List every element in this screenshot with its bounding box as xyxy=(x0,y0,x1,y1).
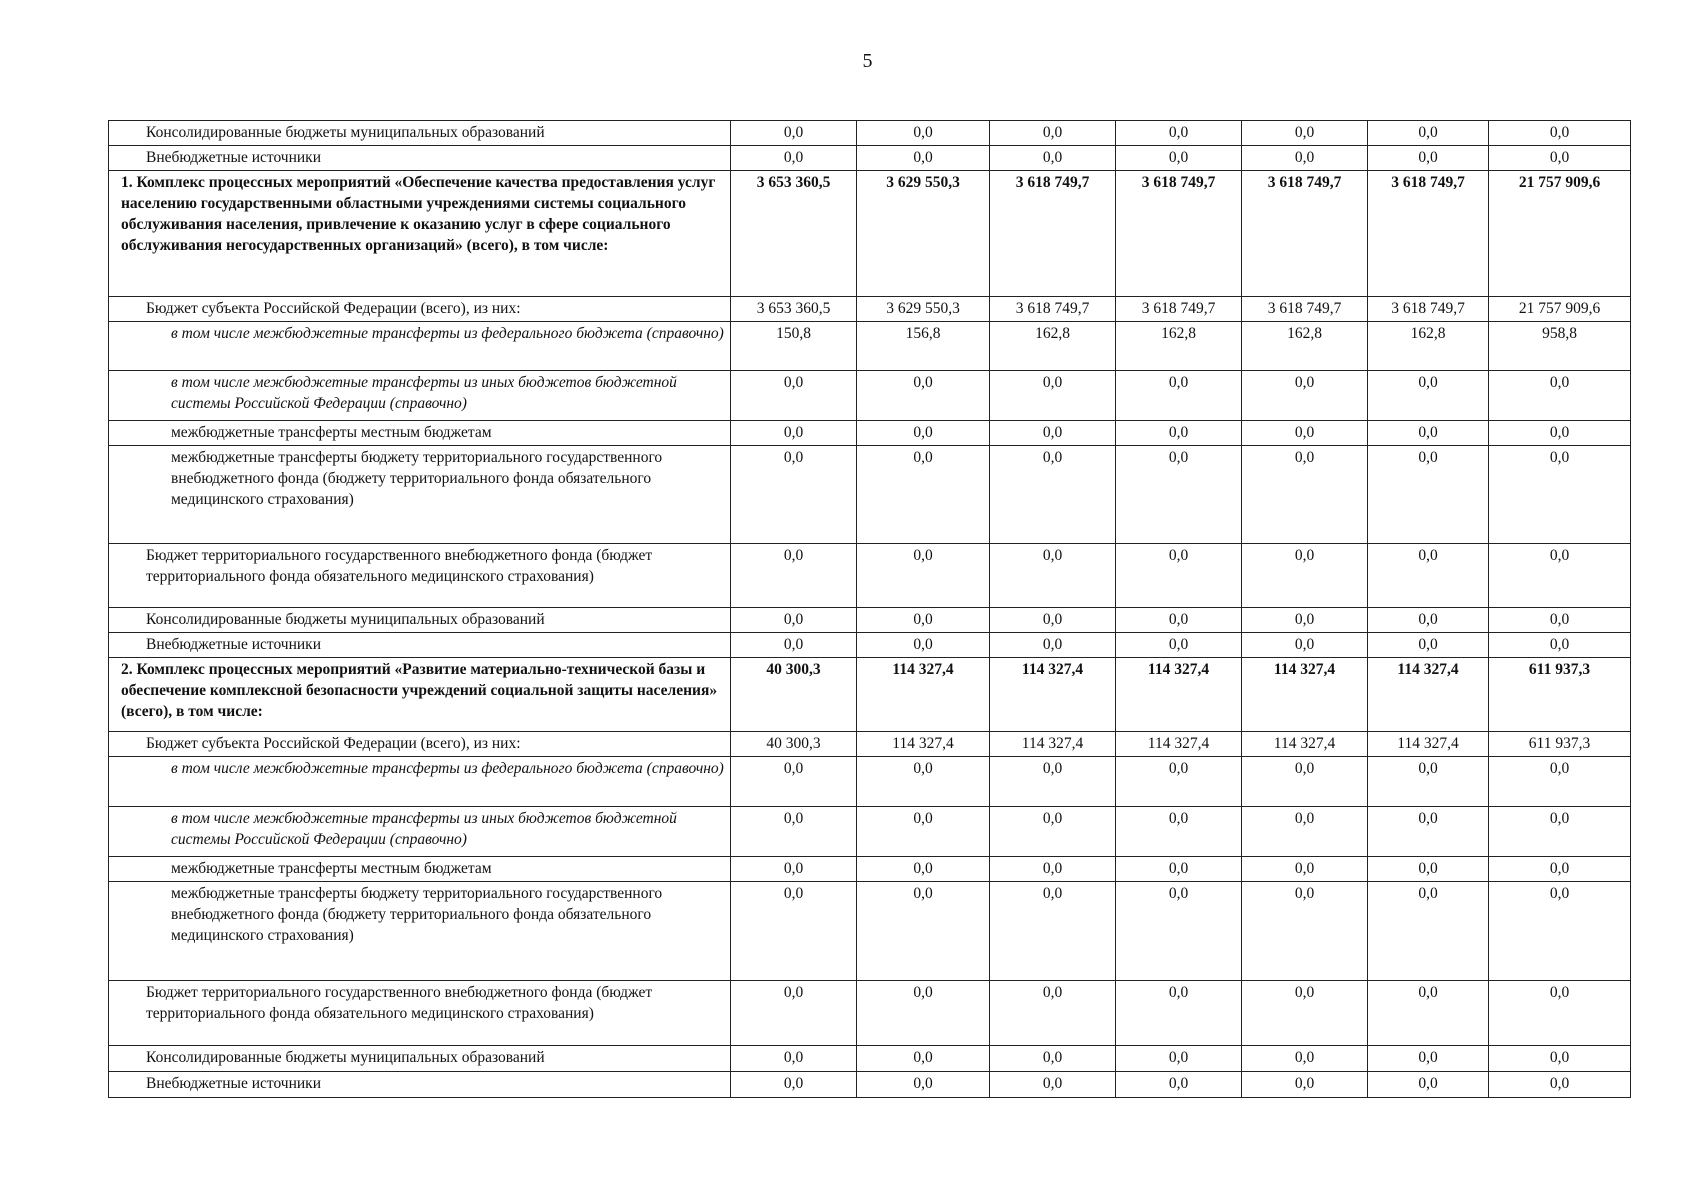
value-cell: 0,0 xyxy=(990,608,1116,633)
table-row xyxy=(109,421,1631,446)
value-cell: 0,0 xyxy=(1242,757,1368,807)
row-label: 1. Комплекс процессных мероприятий «Обеспечение качества предоставления услуг населению государственными областными учреждениями системы социального обслуживания населения, привлечение к оказанию услуг в сфере социального обслуживания негосударственных организаций» (всего), в том числе: xyxy=(109,171,731,297)
value-cell: 0,0 xyxy=(1116,608,1242,633)
row-label: межбюджетные трансферты бюджету территориального государственного внебюджетного фонда (бюджету территориального фонда обязательного медицинского страхования) xyxy=(109,882,731,981)
table-row xyxy=(109,1072,1631,1098)
row-label: Бюджет территориального государственного внебюджетного фонда (бюджет территориального фонда обязательного медицинского страхования) xyxy=(109,544,731,608)
row-label: Бюджет субъекта Российской Федерации (всего), из них: xyxy=(109,732,731,757)
value-cell: 0,0 xyxy=(1368,421,1489,446)
value-cell: 162,8 xyxy=(1116,322,1242,371)
value-cell: 0,0 xyxy=(1368,807,1489,857)
value-cell: 0,0 xyxy=(1368,981,1489,1046)
row-label: Консолидированные бюджеты муниципальных образований xyxy=(109,121,731,146)
value-cell: 3 653 360,5 xyxy=(731,171,857,297)
value-cell: 0,0 xyxy=(1242,421,1368,446)
value-cell: 150,8 xyxy=(731,322,857,371)
page-number: 5 xyxy=(862,50,873,72)
value-cell: 0,0 xyxy=(1368,1072,1489,1098)
value-cell: 3 618 749,7 xyxy=(1116,171,1242,297)
value-cell: 0,0 xyxy=(990,757,1116,807)
value-cell: 3 653 360,5 xyxy=(731,297,857,322)
value-cell: 0,0 xyxy=(1242,1072,1368,1098)
table-row xyxy=(109,981,1631,1046)
value-cell: 114 327,4 xyxy=(857,732,990,757)
table-row xyxy=(109,146,1631,171)
value-cell: 21 757 909,6 xyxy=(1489,297,1631,322)
value-cell: 0,0 xyxy=(731,1046,857,1072)
row-label: в том числе межбюджетные трансферты из иных бюджетов бюджетной системы Российской Федерации (справочно) xyxy=(109,807,731,857)
value-cell: 114 327,4 xyxy=(857,658,990,732)
budget-table xyxy=(108,120,1631,1098)
value-cell: 0,0 xyxy=(1116,446,1242,544)
value-cell: 0,0 xyxy=(1368,544,1489,608)
value-cell: 0,0 xyxy=(1242,807,1368,857)
value-cell: 0,0 xyxy=(990,146,1116,171)
value-cell: 162,8 xyxy=(1242,322,1368,371)
value-cell: 0,0 xyxy=(1368,1046,1489,1072)
table-row xyxy=(109,446,1631,544)
value-cell: 114 327,4 xyxy=(990,658,1116,732)
value-cell: 0,0 xyxy=(1368,757,1489,807)
value-cell: 0,0 xyxy=(1116,857,1242,882)
value-cell: 0,0 xyxy=(857,1046,990,1072)
row-label: Консолидированные бюджеты муниципальных образований xyxy=(109,608,731,633)
value-cell: 0,0 xyxy=(857,882,990,981)
value-cell: 114 327,4 xyxy=(990,732,1116,757)
value-cell: 0,0 xyxy=(1242,121,1368,146)
value-cell: 162,8 xyxy=(1368,322,1489,371)
row-label: Внебюджетные источники xyxy=(109,633,731,658)
value-cell: 0,0 xyxy=(1368,633,1489,658)
value-cell: 0,0 xyxy=(1489,544,1631,608)
table-row xyxy=(109,322,1631,371)
value-cell: 114 327,4 xyxy=(1242,658,1368,732)
value-cell: 0,0 xyxy=(990,544,1116,608)
value-cell: 611 937,3 xyxy=(1489,732,1631,757)
value-cell: 3 618 749,7 xyxy=(1368,171,1489,297)
table-row xyxy=(109,544,1631,608)
value-cell: 0,0 xyxy=(1242,544,1368,608)
value-cell: 40 300,3 xyxy=(731,732,857,757)
table-row xyxy=(109,121,1631,146)
table-row xyxy=(109,757,1631,807)
value-cell: 3 618 749,7 xyxy=(1242,171,1368,297)
table-row xyxy=(109,171,1631,297)
row-label: Внебюджетные источники xyxy=(109,146,731,171)
table-row xyxy=(109,732,1631,757)
value-cell: 0,0 xyxy=(857,121,990,146)
row-label: Консолидированные бюджеты муниципальных образований xyxy=(109,1046,731,1072)
value-cell: 0,0 xyxy=(1116,544,1242,608)
value-cell: 0,0 xyxy=(1116,882,1242,981)
value-cell: 0,0 xyxy=(1489,1046,1631,1072)
value-cell: 0,0 xyxy=(990,1046,1116,1072)
value-cell: 0,0 xyxy=(1242,857,1368,882)
value-cell: 0,0 xyxy=(731,421,857,446)
value-cell: 0,0 xyxy=(1489,857,1631,882)
value-cell: 0,0 xyxy=(1368,446,1489,544)
table-row xyxy=(109,297,1631,322)
value-cell: 0,0 xyxy=(1368,882,1489,981)
value-cell: 0,0 xyxy=(731,633,857,658)
value-cell: 0,0 xyxy=(1242,371,1368,421)
value-cell: 0,0 xyxy=(731,146,857,171)
value-cell: 0,0 xyxy=(857,757,990,807)
value-cell: 0,0 xyxy=(1116,633,1242,658)
value-cell: 0,0 xyxy=(1489,807,1631,857)
row-label: в том числе межбюджетные трансферты из федерального бюджета (справочно) xyxy=(109,322,731,371)
value-cell: 0,0 xyxy=(857,1072,990,1098)
value-cell: 0,0 xyxy=(731,981,857,1046)
value-cell: 0,0 xyxy=(1489,981,1631,1046)
value-cell: 0,0 xyxy=(1368,857,1489,882)
value-cell: 0,0 xyxy=(1116,981,1242,1046)
value-cell: 162,8 xyxy=(990,322,1116,371)
value-cell: 0,0 xyxy=(1116,371,1242,421)
row-label: в том числе межбюджетные трансферты из иных бюджетов бюджетной системы Российской Федерации (справочно) xyxy=(109,371,731,421)
value-cell: 0,0 xyxy=(857,807,990,857)
value-cell: 0,0 xyxy=(990,1072,1116,1098)
value-cell: 0,0 xyxy=(857,981,990,1046)
value-cell: 0,0 xyxy=(857,544,990,608)
value-cell: 21 757 909,6 xyxy=(1489,171,1631,297)
value-cell: 0,0 xyxy=(1116,1046,1242,1072)
value-cell: 3 618 749,7 xyxy=(1368,297,1489,322)
value-cell: 0,0 xyxy=(731,371,857,421)
table-row xyxy=(109,1046,1631,1072)
row-label: Бюджет субъекта Российской Федерации (всего), из них: xyxy=(109,297,731,322)
value-cell: 0,0 xyxy=(1242,981,1368,1046)
table-row xyxy=(109,857,1631,882)
table-row xyxy=(109,882,1631,981)
value-cell: 0,0 xyxy=(731,857,857,882)
value-cell: 0,0 xyxy=(731,608,857,633)
value-cell: 3 629 550,3 xyxy=(857,171,990,297)
value-cell: 0,0 xyxy=(990,857,1116,882)
value-cell: 0,0 xyxy=(1242,633,1368,658)
value-cell: 0,0 xyxy=(857,371,990,421)
row-label: в том числе межбюджетные трансферты из федерального бюджета (справочно) xyxy=(109,757,731,807)
value-cell: 40 300,3 xyxy=(731,658,857,732)
row-label: Внебюджетные источники xyxy=(109,1072,731,1098)
value-cell: 0,0 xyxy=(1489,146,1631,171)
value-cell: 0,0 xyxy=(857,446,990,544)
value-cell: 0,0 xyxy=(1368,371,1489,421)
value-cell: 0,0 xyxy=(1116,757,1242,807)
row-label: межбюджетные трансферты местным бюджетам xyxy=(109,421,731,446)
table-row xyxy=(109,633,1631,658)
value-cell: 0,0 xyxy=(1116,121,1242,146)
value-cell: 611 937,3 xyxy=(1489,658,1631,732)
table-body xyxy=(109,121,1631,1098)
value-cell: 114 327,4 xyxy=(1116,658,1242,732)
value-cell: 0,0 xyxy=(731,1072,857,1098)
row-label: 2. Комплекс процессных мероприятий «Развитие материально-технической базы и обеспечение комплексной безопасности учреждений социальной защиты населения» (всего), в том числе: xyxy=(109,658,731,732)
value-cell: 0,0 xyxy=(1368,146,1489,171)
value-cell: 0,0 xyxy=(1116,1072,1242,1098)
value-cell: 0,0 xyxy=(1489,421,1631,446)
value-cell: 114 327,4 xyxy=(1368,658,1489,732)
value-cell: 0,0 xyxy=(857,421,990,446)
value-cell: 0,0 xyxy=(1242,1046,1368,1072)
value-cell: 0,0 xyxy=(990,981,1116,1046)
row-label: межбюджетные трансферты бюджету территориального государственного внебюджетного фонда (бюджету территориального фонда обязательного медицинского страхования) xyxy=(109,446,731,544)
value-cell: 0,0 xyxy=(1489,1072,1631,1098)
value-cell: 0,0 xyxy=(731,121,857,146)
row-label: Бюджет территориального государственного внебюджетного фонда (бюджет территориального фонда обязательного медицинского страхования) xyxy=(109,981,731,1046)
table-row xyxy=(109,807,1631,857)
value-cell: 0,0 xyxy=(731,544,857,608)
value-cell: 0,0 xyxy=(1368,121,1489,146)
value-cell: 0,0 xyxy=(1489,633,1631,658)
value-cell: 0,0 xyxy=(731,446,857,544)
value-cell: 3 618 749,7 xyxy=(1116,297,1242,322)
value-cell: 0,0 xyxy=(990,882,1116,981)
value-cell: 3 618 749,7 xyxy=(990,297,1116,322)
value-cell: 114 327,4 xyxy=(1242,732,1368,757)
value-cell: 0,0 xyxy=(1489,371,1631,421)
value-cell: 0,0 xyxy=(731,807,857,857)
table-row xyxy=(109,658,1631,732)
value-cell: 958,8 xyxy=(1489,322,1631,371)
value-cell: 0,0 xyxy=(1489,757,1631,807)
row-label: межбюджетные трансферты местным бюджетам xyxy=(109,857,731,882)
value-cell: 0,0 xyxy=(857,633,990,658)
value-cell: 0,0 xyxy=(1116,421,1242,446)
value-cell: 0,0 xyxy=(857,146,990,171)
value-cell: 0,0 xyxy=(857,608,990,633)
value-cell: 3 629 550,3 xyxy=(857,297,990,322)
table-row xyxy=(109,371,1631,421)
value-cell: 0,0 xyxy=(1242,146,1368,171)
value-cell: 0,0 xyxy=(990,633,1116,658)
value-cell: 0,0 xyxy=(990,371,1116,421)
value-cell: 114 327,4 xyxy=(1368,732,1489,757)
value-cell: 114 327,4 xyxy=(1116,732,1242,757)
value-cell: 0,0 xyxy=(1242,608,1368,633)
value-cell: 0,0 xyxy=(731,757,857,807)
value-cell: 0,0 xyxy=(1489,446,1631,544)
value-cell: 0,0 xyxy=(990,421,1116,446)
value-cell: 0,0 xyxy=(731,882,857,981)
value-cell: 3 618 749,7 xyxy=(990,171,1116,297)
value-cell: 0,0 xyxy=(1242,446,1368,544)
value-cell: 156,8 xyxy=(857,322,990,371)
value-cell: 3 618 749,7 xyxy=(1242,297,1368,322)
value-cell: 0,0 xyxy=(1116,807,1242,857)
value-cell: 0,0 xyxy=(1489,608,1631,633)
value-cell: 0,0 xyxy=(1242,882,1368,981)
value-cell: 0,0 xyxy=(1489,882,1631,981)
value-cell: 0,0 xyxy=(857,857,990,882)
value-cell: 0,0 xyxy=(1116,146,1242,171)
value-cell: 0,0 xyxy=(990,121,1116,146)
value-cell: 0,0 xyxy=(990,446,1116,544)
table-row xyxy=(109,608,1631,633)
value-cell: 0,0 xyxy=(1489,121,1631,146)
value-cell: 0,0 xyxy=(990,807,1116,857)
value-cell: 0,0 xyxy=(1368,608,1489,633)
